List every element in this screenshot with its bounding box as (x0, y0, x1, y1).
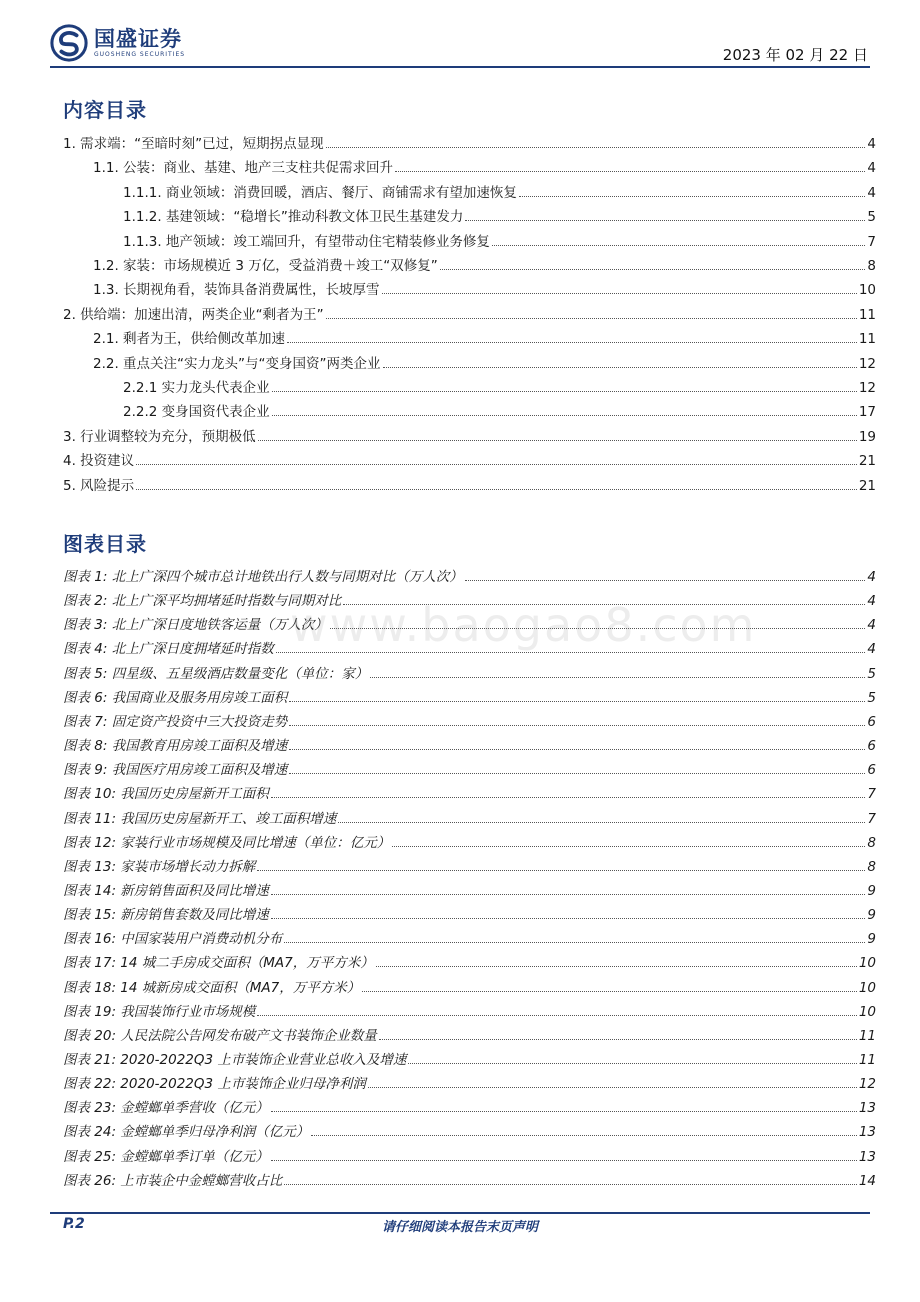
chart-index-entry-page-number: 9 (867, 931, 876, 948)
chart-index-entry[interactable] (63, 807, 876, 827)
dot-leader (379, 1039, 857, 1040)
dot-leader (284, 942, 865, 943)
dot-leader (289, 701, 865, 702)
toc-entry-page-number: 10 (858, 282, 876, 299)
dot-leader (326, 318, 857, 319)
dot-leader (271, 1160, 857, 1161)
dot-leader (326, 147, 866, 148)
toc-entry-page-number: 17 (858, 404, 876, 421)
dot-leader (136, 489, 857, 490)
chart-index-entry-label: 图表 13: 家装市场增长动力拆解 (63, 858, 256, 875)
chart-index-entry[interactable] (63, 1145, 876, 1165)
chart-index-entry-page-number: 8 (867, 858, 876, 875)
footer-disclaimer: 请仔细阅读本报告末页声明 (381, 1220, 538, 1235)
chart-index-entry-page-number: 9 (867, 882, 876, 899)
chart-index-entry-page-number: 12 (858, 1076, 876, 1093)
chart-index-entry[interactable] (63, 734, 876, 754)
dot-leader (272, 391, 857, 392)
dot-leader (289, 725, 865, 726)
charts-index-title: 图表目录 (63, 532, 147, 556)
dot-leader (492, 245, 865, 246)
dot-leader (136, 464, 857, 465)
chart-index-entry-label: 图表 20: 人民法院公告网发布破产文书装饰企业数量 (63, 1027, 377, 1044)
dot-leader (362, 991, 857, 992)
toc-entry-label: 1.1.3. 地产领域：竣工端回升，有望带动住宅精装修业务修复 (123, 233, 490, 250)
chart-index-entry[interactable] (63, 1169, 876, 1189)
dot-leader (382, 293, 857, 294)
chart-index-entry-label: 图表 4: 北上广深日度拥堵延时指数 (63, 641, 274, 658)
chart-index-entry-label: 图表 17: 14 城二手房成交面积（MA7，万平方米） (63, 955, 374, 972)
dot-leader (408, 1063, 856, 1064)
chart-index-entry[interactable] (63, 1072, 876, 1092)
chart-index-entry-label: 图表 10: 我国历史房屋新开工面积 (63, 786, 269, 803)
logo-english-name: GUOSHENG SECURITIES (94, 51, 186, 58)
chart-index-entry-page-number: 4 (867, 593, 876, 610)
toc-entry-label: 2.2. 重点关注“实力龙头”与“变身国资”两类企业 (93, 355, 381, 372)
chart-index-entry[interactable] (63, 782, 876, 802)
chart-index-entry-page-number: 13 (858, 1148, 876, 1165)
toc-entry[interactable] (63, 400, 876, 420)
toc-entry-page-number: 4 (867, 160, 876, 177)
chart-index-entry[interactable] (63, 1096, 876, 1116)
toc-entry[interactable] (63, 327, 876, 347)
contents-title: 内容目录 (63, 98, 147, 122)
toc-entry-page-number: 5 (867, 209, 876, 226)
chart-index-entry-label: 图表 25: 金螳螂单季订单（亿元） (63, 1148, 269, 1165)
toc-entry-page-number: 4 (867, 136, 876, 152)
chart-index-entry[interactable] (63, 951, 876, 971)
dot-leader (289, 773, 865, 774)
page-header (50, 22, 870, 68)
chart-index-entry[interactable] (63, 903, 876, 923)
dot-leader (395, 171, 865, 172)
toc-entry[interactable] (63, 254, 876, 274)
chart-index-entry[interactable] (63, 1048, 876, 1068)
toc-entry-label: 2.1. 剩者为王，供给侧改革加速 (93, 331, 286, 348)
chart-index-entry-label: 图表 19: 我国装饰行业市场规模 (63, 1003, 256, 1020)
dot-leader (271, 1111, 857, 1112)
dot-leader (368, 1087, 857, 1088)
dot-leader (257, 1015, 857, 1016)
chart-index-entry-page-number: 8 (867, 834, 876, 851)
chart-index-entry-page-number: 6 (867, 762, 876, 779)
chart-index-entry-page-number: 13 (858, 1124, 876, 1141)
toc-entry-label: 2. 供给端：加速出清，两类企业“剩者为王” (63, 306, 324, 323)
toc-entry-label: 2.2.1 实力龙头代表企业 (123, 380, 270, 396)
dot-leader (519, 196, 865, 197)
chart-index-entry-label: 图表 12: 家装行业市场规模及同比增速（单位：亿元） (63, 834, 391, 851)
toc-entry-label: 3. 行业调整较为充分，预期极低 (63, 428, 256, 445)
dot-leader (370, 677, 865, 678)
chart-index-entry-page-number: 9 (867, 907, 876, 924)
dot-leader (338, 822, 865, 823)
dot-leader (289, 749, 865, 750)
header-divider (50, 66, 870, 68)
toc-entry-page-number: 11 (858, 306, 876, 323)
chart-index-entry[interactable] (63, 976, 876, 996)
chart-index-entry-page-number: 7 (867, 786, 876, 803)
chart-index-entry-label: 图表 11: 我国历史房屋新开工、竣工面积增速 (63, 810, 337, 827)
chart-index-entry-label: 图表 26: 上市装企中金螳螂营收占比 (63, 1172, 283, 1189)
toc-entry[interactable] (63, 181, 876, 201)
toc-entry-label: 2.2.2 变身国资代表企业 (123, 404, 270, 421)
dot-leader (276, 652, 866, 653)
report-date: 2023 年 02 月 22 日 (722, 46, 868, 64)
toc-entry-label: 5. 风险提示 (63, 477, 135, 494)
toc-entry-label: 1.2. 家装：市场规模近 3 万亿，受益消费＋竣工“双修复” (93, 258, 438, 274)
dot-leader (392, 846, 865, 847)
toc-entry[interactable] (63, 376, 876, 396)
toc-entry-page-number: 21 (858, 453, 876, 470)
toc-entry[interactable] (63, 132, 876, 152)
chart-index-entry-page-number: 10 (858, 955, 876, 972)
chart-index-entry-page-number: 10 (858, 1003, 876, 1020)
toc-entry-label: 1.3. 长期视角看，装饰具备消费属性，长坡厚雪 (93, 282, 380, 299)
chart-index-entry[interactable] (63, 662, 876, 682)
chart-index-entry[interactable] (63, 1024, 876, 1044)
toc-entry-page-number: 12 (858, 355, 876, 372)
toc-entry[interactable] (63, 474, 876, 494)
dot-leader (465, 220, 865, 221)
chart-index-entry[interactable] (63, 927, 876, 947)
chart-index-entry-label: 图表 7: 固定资产投资中三大投资走势 (63, 713, 288, 730)
chart-index-entry-page-number: 11 (858, 1027, 876, 1044)
toc-entry[interactable] (63, 352, 876, 372)
dot-leader (376, 966, 857, 967)
chart-index-entry-page-number: 6 (867, 713, 876, 730)
chart-index-entry-page-number: 5 (867, 665, 876, 682)
guosheng-logo-icon (50, 24, 88, 62)
page-number: P.2 (63, 1216, 85, 1232)
toc-entry[interactable] (63, 156, 876, 176)
chart-index-entry[interactable] (63, 565, 876, 585)
chart-index-entry[interactable] (63, 855, 876, 875)
toc-entry-page-number: 7 (867, 233, 876, 250)
chart-index-entry[interactable] (63, 1120, 876, 1140)
toc-entry-page-number: 12 (858, 380, 876, 396)
dot-leader (465, 580, 866, 581)
toc-entry-label: 4. 投资建议 (63, 453, 135, 470)
chart-index-entry-page-number: 4 (867, 617, 876, 634)
watermark: www.baogao8.com (290, 598, 757, 652)
chart-index-entry-label: 图表 1: 北上广深四个城市总计地铁出行人数与同期对比（万人次） (63, 569, 463, 585)
dot-leader (383, 367, 857, 368)
chart-index-entry-label: 图表 23: 金螳螂单季营收（亿元） (63, 1100, 269, 1117)
dot-leader (271, 894, 866, 895)
dot-leader (311, 1135, 857, 1136)
chart-index-entry-label: 图表 9: 我国医疗用房竣工面积及增速 (63, 762, 288, 779)
dot-leader (440, 269, 866, 270)
dot-leader (258, 440, 857, 441)
chart-index-entry-label: 图表 21: 2020-2022Q3 上市装饰企业营业总收入及增速 (63, 1052, 407, 1068)
chart-index-entry-page-number: 4 (867, 569, 876, 585)
chart-index-entry-page-number: 4 (867, 641, 876, 658)
chart-index-entry[interactable] (63, 879, 876, 899)
chart-index-entry-label: 图表 6: 我国商业及服务用房竣工面积 (63, 689, 288, 706)
chart-index-entry[interactable] (63, 710, 876, 730)
chart-index-entry[interactable] (63, 1000, 876, 1020)
chart-index-entry-label: 图表 22: 2020-2022Q3 上市装饰企业归母净利润 (63, 1076, 366, 1093)
chart-index-entry-label: 图表 15: 新房销售套数及同比增速 (63, 907, 269, 924)
toc-entry[interactable] (63, 303, 876, 323)
chart-index-entry-label: 图表 14: 新房销售面积及同比增速 (63, 882, 269, 899)
toc-entry[interactable] (63, 425, 876, 445)
chart-index-entry-page-number: 6 (867, 738, 876, 755)
chart-index-entry-page-number: 10 (858, 979, 876, 996)
toc-entry-page-number: 4 (867, 184, 876, 201)
logo-chinese-name: 国盛证券 (94, 27, 182, 51)
chart-index-entry-label: 图表 3: 北上广深日度地铁客运量（万人次） (63, 617, 328, 634)
chart-index-entry-page-number: 11 (858, 1052, 876, 1068)
chart-index-entry-page-number: 13 (858, 1100, 876, 1117)
dot-leader (287, 342, 857, 343)
chart-index-entry-page-number: 14 (858, 1172, 876, 1189)
dot-leader (271, 918, 866, 919)
toc-entry-label: 1.1. 公装：商业、基建、地产三支柱共促需求回升 (93, 160, 394, 177)
dot-leader (271, 797, 866, 798)
chart-index-entry-label: 图表 8: 我国教育用房竣工面积及增速 (63, 738, 288, 755)
chart-index-entry[interactable] (63, 831, 876, 851)
toc-entry-label: 1.1.1. 商业领域：消费回暖，酒店、餐厅、商铺需求有望加速恢复 (123, 184, 517, 201)
toc-entry[interactable] (63, 230, 876, 250)
toc-entry-page-number: 8 (867, 258, 876, 274)
toc-entry-page-number: 21 (858, 477, 876, 494)
toc-entry-page-number: 19 (858, 428, 876, 445)
dot-leader (272, 415, 857, 416)
footer-divider (50, 1212, 870, 1214)
chart-index-entry-label: 图表 5: 四星级、五星级酒店数量变化（单位：家） (63, 665, 369, 682)
chart-index-entry-label: 图表 2: 北上广深平均拥堵延时指数与同期对比 (63, 593, 342, 610)
toc-entry[interactable] (63, 205, 876, 225)
chart-index-entry[interactable] (63, 758, 876, 778)
chart-index-entry-label: 图表 18: 14 城新房成交面积（MA7，万平方米） (63, 979, 361, 996)
dot-leader (257, 870, 865, 871)
chart-index-entry-label: 图表 24: 金螳螂单季归母净利润（亿元） (63, 1124, 310, 1141)
chart-index-entry-page-number: 5 (867, 689, 876, 706)
toc-entry[interactable] (63, 449, 876, 469)
chart-index-entry[interactable] (63, 686, 876, 706)
toc-entry-label: 1. 需求端：“至暗时刻”已过，短期拐点显现 (63, 136, 324, 152)
chart-index-entry-page-number: 7 (867, 810, 876, 827)
toc-entry-page-number: 11 (858, 331, 876, 348)
dot-leader (284, 1184, 857, 1185)
toc-entry[interactable] (63, 278, 876, 298)
brand-logo (50, 24, 185, 62)
toc-entry-label: 1.1.2. 基建领域：“稳增长”推动科教文体卫民生基建发力 (123, 209, 464, 226)
chart-index-entry-label: 图表 16: 中国家装用户消费动机分布 (63, 931, 283, 948)
